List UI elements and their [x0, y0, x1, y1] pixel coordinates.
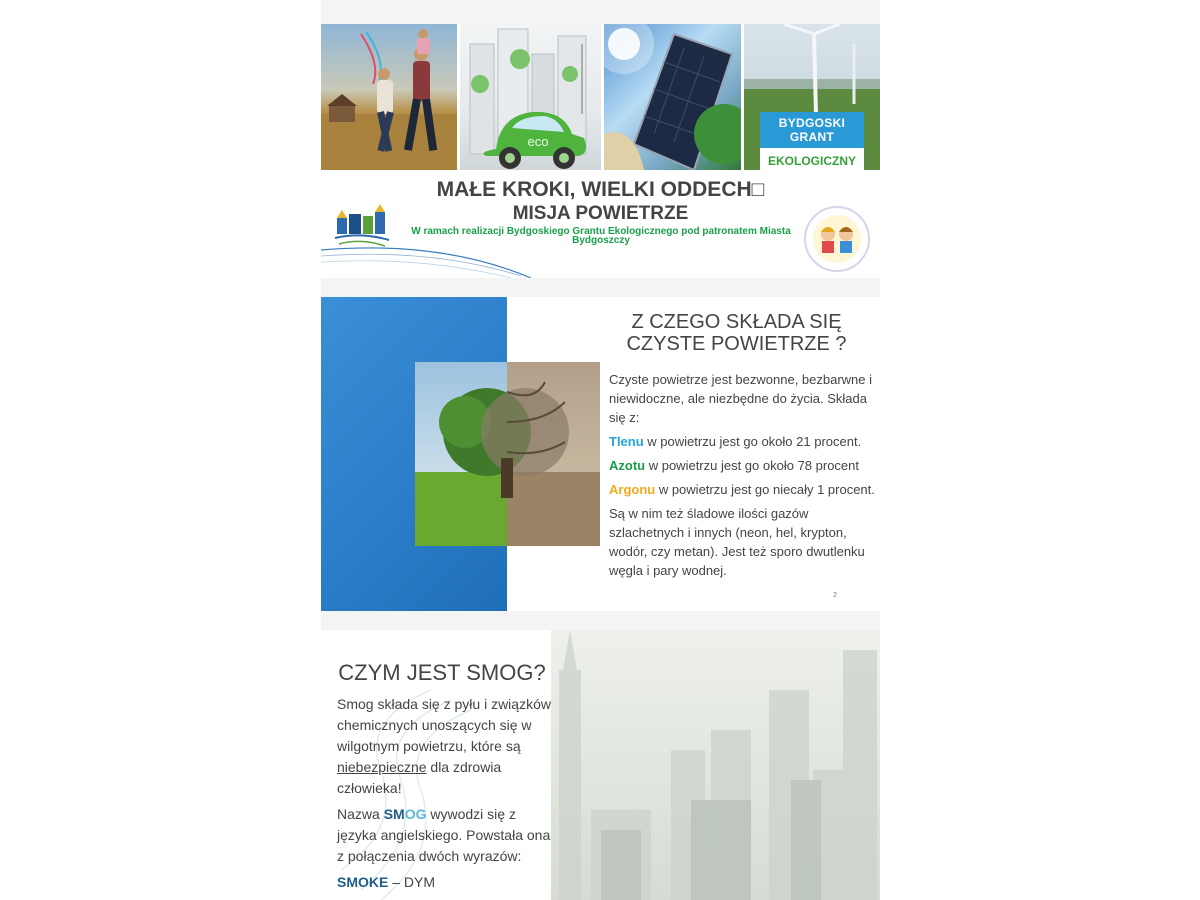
smog-heading: CZYM JEST SMOG?: [338, 660, 546, 685]
project-subtitle: W ramach realizacji Bydgoskiego Grantu Ekologicznego pod patronatem Miasta Bydgoszczy: [411, 226, 791, 246]
page-number: 2: [833, 592, 837, 599]
car-label: eco: [527, 134, 549, 149]
family-photo: [321, 24, 457, 170]
nitrogen-word: Azotu: [609, 458, 646, 473]
argon-text: w powietrzu jest go niecały 1 procent.: [655, 482, 875, 497]
smog-sm-letters: SM: [383, 806, 405, 822]
smog-paragraph-2: [337, 804, 557, 867]
smog-city-image: [551, 630, 880, 900]
clean-air-heading-line1: Z CZEGO SKŁADA SIĘ: [631, 311, 842, 333]
slide-title: [321, 24, 880, 278]
grant-badge: [760, 112, 864, 166]
grant-line-2: EKOLOGICZNY: [760, 148, 864, 170]
oxygen-line: [609, 432, 881, 451]
slide-smog: [321, 630, 880, 900]
smoke-translation: – DYM: [388, 874, 436, 890]
smog-text: [337, 694, 557, 898]
tree-comparison-image: [415, 362, 600, 546]
smoke-word: SMOKE: [337, 874, 389, 890]
solar-panel-image: [604, 24, 741, 170]
oxygen-word: Tlenu: [609, 434, 644, 449]
grant-line-1: BYDGOSKI GRANT: [760, 112, 864, 148]
smog-og-letters: OG: [404, 806, 427, 822]
city-logo: [333, 204, 391, 248]
smog-p1-start: Smog składa się z pyłu i związków chemicznych unoszących się w wilgotnym powietrzu, które są: [337, 696, 551, 754]
wind-turbine-image: [744, 24, 880, 170]
slide-clean-air: [321, 297, 880, 611]
smog-p2-start: Nazwa: [337, 806, 384, 822]
oxygen-text: w powietrzu jest go około 21 procent.: [643, 434, 862, 449]
nitrogen-text: w powietrzu jest go około 78 procent: [645, 458, 860, 473]
kindergarten-logo: [804, 206, 870, 272]
nitrogen-line: [609, 456, 881, 475]
clean-air-heading-line2: CZYSTE POWIETRZE ?: [626, 333, 847, 355]
document-page: [321, 0, 880, 900]
intro-paragraph: Czyste powietrze jest bezwonne, bezbarwne i niewidoczne, ale niezbędne do życia. Składa się z:: [609, 372, 873, 425]
clean-air-heading: [609, 311, 864, 355]
dangerous-word: niebezpieczne: [337, 759, 427, 775]
page-subtitle-title: MISJA POWIETRZE: [512, 203, 689, 224]
smoke-line: [337, 872, 557, 893]
argon-word: Argonu: [609, 482, 656, 497]
smog-paragraph-1: [337, 694, 557, 799]
eco-car-city-image: [460, 24, 601, 170]
page-title: MAŁE KROKI, WIELKI ODDECH□: [436, 178, 765, 201]
argon-line: [609, 480, 881, 499]
smog-p2-end: wywodzi się z języka angielskiego. Powstała ona z połączenia dwóch wyrazów:: [337, 806, 551, 864]
trace-gases-paragraph: Są w nim też śladowe ilości gazów szlachetnych i innych (neon, hel, krypton, wodór, czy metan). Jest też sporo dwutlenku węgla i pary wodnej.: [609, 506, 865, 578]
smog-p1-end: dla zdrowia człowieka!: [337, 759, 502, 796]
clean-air-text: [609, 370, 881, 585]
